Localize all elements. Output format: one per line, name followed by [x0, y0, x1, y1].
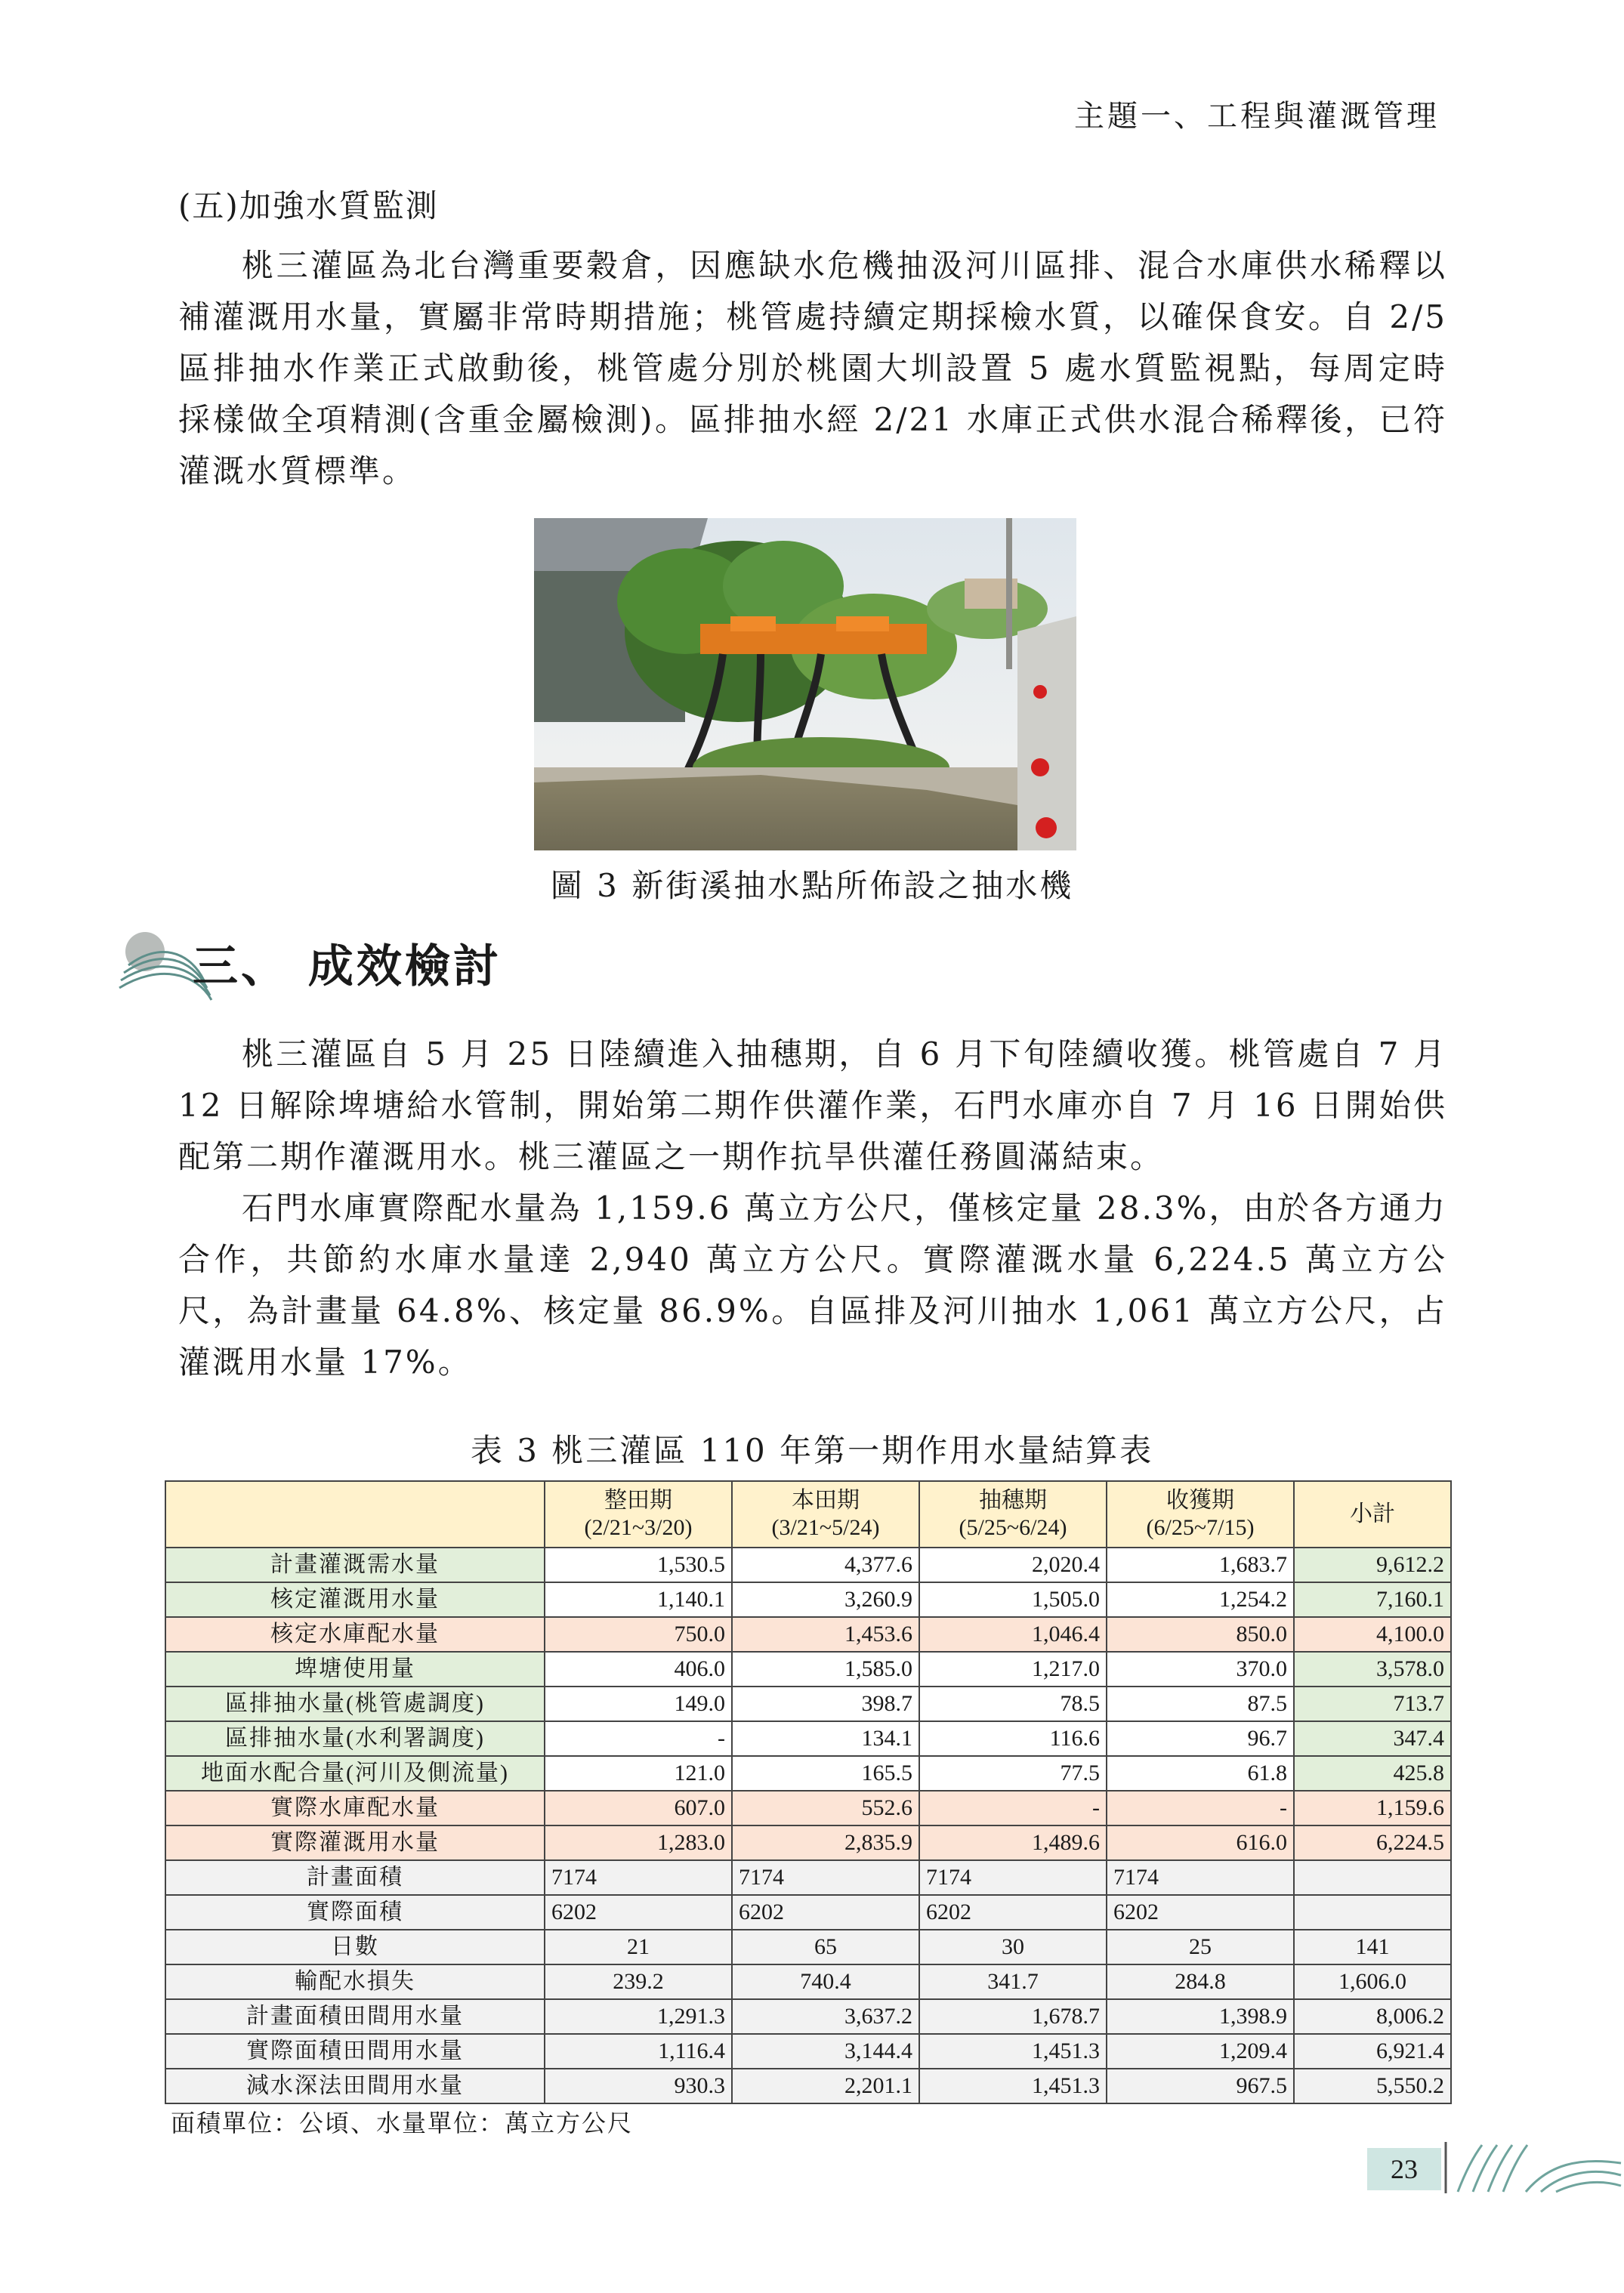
table-row — [165, 1964, 1451, 1999]
table-cell: 134.1 — [732, 1721, 919, 1756]
row-label: 實際面積田間用水量 — [165, 2034, 545, 2069]
column-header: 整田期 (2/21~3/20) — [545, 1481, 732, 1548]
table-cell: 1,217.0 — [919, 1652, 1107, 1687]
wave-lines-icon — [1443, 2142, 1624, 2193]
table-row — [165, 1548, 1451, 1582]
table-cell: 850.0 — [1107, 1617, 1294, 1652]
row-label: 區排抽水量(水利署調度) — [165, 1721, 545, 1756]
table-cell: 78.5 — [919, 1687, 1107, 1721]
table-cell: 1,283.0 — [545, 1825, 732, 1860]
table-cell: 65 — [732, 1930, 919, 1964]
table-cell: 398.7 — [732, 1687, 919, 1721]
table-cell: 21 — [545, 1930, 732, 1964]
table-cell: 87.5 — [1107, 1687, 1294, 1721]
table-row — [165, 1860, 1451, 1895]
table-cell: 616.0 — [1107, 1825, 1294, 1860]
results-paragraph-1: 桃三灌區自 5 月 25 日陸續進入抽穗期，自 6 月下旬陸續收獲。桃管處自 7 月 12 日解除埤塘給水管制，開始第二期作供灌作業，石門水庫亦自 7 月 16 日開始供配第二期作灌溉用水。桃三灌區之一期作抗旱供灌任務圓滿結束。 — [178, 1035, 1447, 1175]
row-label: 計畫灌溉需水量 — [165, 1548, 545, 1582]
subtotal-cell: 1,159.6 — [1294, 1791, 1451, 1825]
table-cell: 930.3 — [545, 2069, 732, 2103]
table-cell: - — [1107, 1791, 1294, 1825]
table-cell: 7174 — [732, 1860, 919, 1895]
table-unit-note: 面積單位：公頃、水量單位：萬立方公尺 — [171, 2109, 634, 2137]
table-cell: 165.5 — [732, 1756, 919, 1791]
table-cell: 750.0 — [545, 1617, 732, 1652]
table-cell: 740.4 — [732, 1964, 919, 1999]
table-header-row — [165, 1481, 1451, 1548]
table-cell: 1,209.4 — [1107, 2034, 1294, 2069]
column-header: 小計 — [1294, 1481, 1451, 1548]
table-cell: 2,835.9 — [732, 1825, 919, 1860]
table-cell: 7174 — [545, 1860, 732, 1895]
table-cell: 1,398.9 — [1107, 1999, 1294, 2034]
table-cell: 96.7 — [1107, 1721, 1294, 1756]
table-cell: 6202 — [545, 1895, 732, 1930]
section-heading-block — [113, 920, 793, 1003]
table-cell: 6202 — [732, 1895, 919, 1930]
subtotal-cell: 4,100.0 — [1294, 1617, 1451, 1652]
table-cell: 1,505.0 — [919, 1582, 1107, 1617]
section-title: 三、 成效檢討 — [193, 940, 502, 993]
table-cell: 1,683.7 — [1107, 1548, 1294, 1582]
table-row — [165, 1930, 1451, 1964]
subsection-heading: (五)加強水質監測 — [178, 187, 439, 224]
row-label: 日數 — [165, 1930, 545, 1964]
subtotal-cell — [1294, 1895, 1451, 1930]
table-cell: 77.5 — [919, 1756, 1107, 1791]
table-cell: 239.2 — [545, 1964, 732, 1999]
table-row — [165, 1895, 1451, 1930]
table-cell: 1,291.3 — [545, 1999, 732, 2034]
results-paragraph-2: 石門水庫實際配水量為 1,159.6 萬立方公尺，僅核定量 28.3%，由於各方通力合作，共節約水庫水量達 2,940 萬立方公尺。實際灌溉水量 6,224.5 萬立方公尺，為計畫量 64.8%、核定量 86.9%。自區排及河川抽水 1,061 萬立方公尺，占灌溉用水量 17%。 — [178, 1190, 1447, 1381]
subtotal-cell: 9,612.2 — [1294, 1548, 1451, 1582]
table-cell: 607.0 — [545, 1791, 732, 1825]
row-label: 核定灌溉用水量 — [165, 1582, 545, 1617]
table-cell: 4,377.6 — [732, 1548, 919, 1582]
table-row — [165, 1617, 1451, 1652]
table-cell: 6202 — [1107, 1895, 1294, 1930]
table-row — [165, 1999, 1451, 2034]
table-cell: - — [919, 1791, 1107, 1825]
subtotal-cell: 6,224.5 — [1294, 1825, 1451, 1860]
subtotal-cell: 425.8 — [1294, 1756, 1451, 1791]
row-label: 實際面積 — [165, 1895, 545, 1930]
subtotal-cell: 3,578.0 — [1294, 1652, 1451, 1687]
figure-caption: 圖 3 新街溪抽水點所佈設之抽水機 — [550, 867, 1074, 904]
table-cell: 406.0 — [545, 1652, 732, 1687]
row-label: 實際水庫配水量 — [165, 1791, 545, 1825]
table-row — [165, 1791, 1451, 1825]
table-cell: 1,585.0 — [732, 1652, 919, 1687]
row-label: 核定水庫配水量 — [165, 1617, 545, 1652]
page-footer-band — [1367, 2142, 1624, 2193]
table-cell: 2,201.1 — [732, 2069, 919, 2103]
table-cell: 370.0 — [1107, 1652, 1294, 1687]
subtotal-cell: 5,550.2 — [1294, 2069, 1451, 2103]
subtotal-cell: 713.7 — [1294, 1687, 1451, 1721]
table-cell: 149.0 — [545, 1687, 732, 1721]
column-header: 抽穗期 (5/25~6/24) — [919, 1481, 1107, 1548]
column-header: 收獲期 (6/25~7/15) — [1107, 1481, 1294, 1548]
subtotal-cell: 6,921.4 — [1294, 2034, 1451, 2069]
table-row — [165, 1721, 1451, 1756]
pump-site-photo — [534, 518, 1076, 850]
table-cell: 1,678.7 — [919, 1999, 1107, 2034]
row-label: 計畫面積田間用水量 — [165, 1999, 545, 2034]
table-row — [165, 2034, 1451, 2069]
table-row — [165, 2069, 1451, 2103]
table-row — [165, 1825, 1451, 1860]
subtotal-cell: 7,160.1 — [1294, 1582, 1451, 1617]
subtotal-cell — [1294, 1860, 1451, 1895]
running-header: 主題一、工程與灌溉管理 — [1074, 99, 1440, 134]
row-label: 地面水配合量(河川及側流量) — [165, 1756, 545, 1791]
row-label: 計畫面積 — [165, 1860, 545, 1895]
column-header: 本田期 (3/21~5/24) — [732, 1481, 919, 1548]
subtotal-cell: 1,606.0 — [1294, 1964, 1451, 1999]
table-cell: 3,144.4 — [732, 2034, 919, 2069]
water-quality-paragraph: 桃三灌區為北台灣重要穀倉，因應缺水危機抽汲河川區排、混合水庫供水稀釋以補灌溉用水量，實屬非常時期措施；桃管處持續定期採檢水質，以確保食安。自 2/5 區排抽水作業正式啟動後，桃管處分別於桃園大圳設置 5 處水質監視點，每周定時採樣做全項精測(含重金屬檢測)。區排抽水經 2/21 水庫正式供水混合稀釋後，已符灌溉水質標準。 — [178, 247, 1447, 489]
table-cell: 121.0 — [545, 1756, 732, 1791]
row-label: 埤塘使用量 — [165, 1652, 545, 1687]
table-cell: 1,140.1 — [545, 1582, 732, 1617]
table-cell: 1,489.6 — [919, 1825, 1107, 1860]
table-cell: 7174 — [919, 1860, 1107, 1895]
table-cell: 3,260.9 — [732, 1582, 919, 1617]
row-label: 實際灌溉用水量 — [165, 1825, 545, 1860]
table-cell: 3,637.2 — [732, 1999, 919, 2034]
subtotal-cell: 141 — [1294, 1930, 1451, 1964]
water-balance-table — [165, 1480, 1452, 2104]
table-cell: 1,453.6 — [732, 1617, 919, 1652]
table-cell: 1,451.3 — [919, 2034, 1107, 2069]
table-cell: 1,530.5 — [545, 1548, 732, 1582]
table-cell: 6202 — [919, 1895, 1107, 1930]
table-row — [165, 1687, 1451, 1721]
corner-header-cell — [165, 1481, 545, 1548]
table-cell: 1,451.3 — [919, 2069, 1107, 2103]
table-cell: 1,116.4 — [545, 2034, 732, 2069]
table-cell: 116.6 — [919, 1721, 1107, 1756]
table-cell: 2,020.4 — [919, 1548, 1107, 1582]
table-cell: 1,254.2 — [1107, 1582, 1294, 1617]
row-label: 區排抽水量(桃管處調度) — [165, 1687, 545, 1721]
table-cell: 284.8 — [1107, 1964, 1294, 1999]
table-cell: - — [545, 1721, 732, 1756]
row-label: 輸配水損失 — [165, 1964, 545, 1999]
table-row — [165, 1582, 1451, 1617]
table-cell: 61.8 — [1107, 1756, 1294, 1791]
table-cell: 341.7 — [919, 1964, 1107, 1999]
table-cell: 967.5 — [1107, 2069, 1294, 2103]
table-cell: 552.6 — [732, 1791, 919, 1825]
table-row — [165, 1652, 1451, 1687]
table-cell: 25 — [1107, 1930, 1294, 1964]
table-row — [165, 1756, 1451, 1791]
table-caption: 表 3 桃三灌區 110 年第一期作用水量結算表 — [470, 1432, 1154, 1469]
subtotal-cell: 347.4 — [1294, 1721, 1451, 1756]
row-label: 減水深法田間用水量 — [165, 2069, 545, 2103]
subtotal-cell: 8,006.2 — [1294, 1999, 1451, 2034]
table-cell: 1,046.4 — [919, 1617, 1107, 1652]
page-number: 23 — [1367, 2148, 1441, 2190]
table-cell: 30 — [919, 1930, 1107, 1964]
table-cell: 7174 — [1107, 1860, 1294, 1895]
